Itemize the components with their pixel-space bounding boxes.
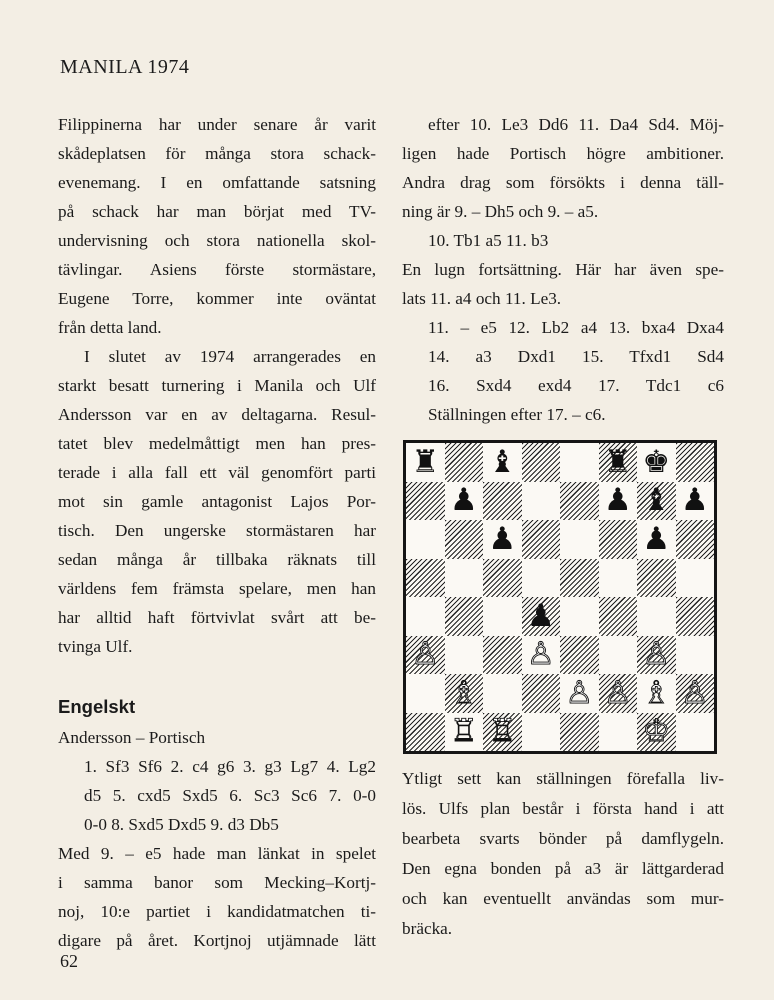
piece-glyph: ♟ xyxy=(603,482,632,519)
text-line: starkt besatt turnering i Manila och Ulf xyxy=(58,376,376,395)
piece-glyph: ♙ xyxy=(565,674,594,711)
white-pawn-icon xyxy=(637,636,676,675)
board-square-d6 xyxy=(522,520,561,559)
text-line: ligen hade Portisch högre ambitioner. xyxy=(402,144,724,163)
text-line: på schack har man börjat med TV- xyxy=(58,202,376,221)
board-square-d5 xyxy=(522,559,561,598)
text-line: I slutet av 1974 arrangerades en xyxy=(84,347,376,366)
left-column xyxy=(58,110,376,955)
piece-glyph: ♜ xyxy=(411,443,440,480)
board-square-h3 xyxy=(676,636,715,675)
text-line: sedan många år tillbaka räknats till xyxy=(58,550,376,569)
text-line: Filippinerna har under senare år varit xyxy=(58,115,376,134)
black-pawn-icon xyxy=(676,482,715,521)
board-square-h5 xyxy=(676,559,715,598)
board-square-c4 xyxy=(483,597,522,636)
text-line: tävlingar. Asiens förste stormästare, xyxy=(58,260,376,279)
move-line: d5 5. cxd5 Sxd5 6. Sc3 Sc6 7. 0-0 xyxy=(84,786,376,805)
board-square-h8 xyxy=(676,443,715,482)
board-square-d2 xyxy=(522,674,561,713)
board-square-f4 xyxy=(599,597,638,636)
move-line: 16. Sxd4 exd4 17. Tdc1 c6 xyxy=(428,376,724,395)
piece-glyph: ♚ xyxy=(642,443,671,480)
text-line: En lugn fortsättning. Här har även spe- xyxy=(402,260,724,279)
piece-glyph: ♙ xyxy=(680,674,709,711)
white-pawn-icon xyxy=(406,636,445,675)
text-line: mot sin gamle antagonist Lajos Por- xyxy=(58,492,376,511)
intro-paragraph xyxy=(58,110,376,342)
board-square-h4 xyxy=(676,597,715,636)
board-square-c2 xyxy=(483,674,522,713)
text-line: skådeplatsen för många stora schack- xyxy=(58,144,376,163)
board-square-h1 xyxy=(676,713,715,752)
text-line: efter 10. Le3 Dd6 11. Da4 Sd4. Möj- xyxy=(428,115,724,134)
board-square-a5 xyxy=(406,559,445,598)
white-pawn-icon xyxy=(522,636,561,675)
board-square-f5 xyxy=(599,559,638,598)
text-line: bräcka. xyxy=(402,919,453,938)
move-line: 14. a3 Dxd1 15. Tfxd1 Sd4 xyxy=(428,347,724,366)
board-square-h6 xyxy=(676,520,715,559)
text-line: tvinga Ulf. xyxy=(58,637,133,656)
page-header: MANILA 1974 xyxy=(60,56,190,78)
board-square-f1 xyxy=(599,713,638,752)
piece-glyph: ♙ xyxy=(603,674,632,711)
text-line: noj, 10:e partiet i kandidatmatchen ti- xyxy=(58,902,376,921)
text-line: Ytligt sett kan ställningen förefalla liv- xyxy=(402,769,724,788)
black-pawn-icon xyxy=(637,520,676,559)
right-column xyxy=(402,110,724,429)
piece-glyph: ♔ xyxy=(642,713,671,750)
board-square-c3 xyxy=(483,636,522,675)
text-line: digare på året. Kortjnoj utjämnade lätt xyxy=(58,931,376,950)
black-pawn-icon xyxy=(483,520,522,559)
board-square-b6 xyxy=(445,520,484,559)
text-line: tatet blev medelmåttigt men han pres- xyxy=(58,434,376,453)
black-king-icon xyxy=(637,443,676,482)
board-square-e3 xyxy=(560,636,599,675)
board-square-f6 xyxy=(599,520,638,559)
board-square-b4 xyxy=(445,597,484,636)
text-line: Andersson var en av deltagarna. Resul- xyxy=(58,405,376,424)
white-pawn-icon xyxy=(676,674,715,713)
white-bishop-icon xyxy=(637,674,676,713)
white-rook-icon xyxy=(445,713,484,752)
board-square-e5 xyxy=(560,559,599,598)
quiet-continuation-paragraph xyxy=(402,255,724,313)
move-line: 0-0 8. Sxd5 Dxd5 9. d3 Db5 xyxy=(84,815,279,834)
piece-glyph: ♟ xyxy=(526,597,555,634)
position-commentary xyxy=(402,764,724,944)
board-square-a2 xyxy=(406,674,445,713)
chess-board-diagram xyxy=(403,440,717,754)
board-square-d1 xyxy=(522,713,561,752)
text-line: evenemang. I en omfattande satsning xyxy=(58,173,376,192)
board-square-f3 xyxy=(599,636,638,675)
move-line: 11. – e5 12. Lb2 a4 13. bxa4 Dxa4 xyxy=(428,318,724,337)
board-square-d8 xyxy=(522,443,561,482)
text-line: i samma banor som Mecking–Kortj- xyxy=(58,873,376,892)
board-square-a4 xyxy=(406,597,445,636)
text-line: har alltid haft förtvivlat svårt att be- xyxy=(58,608,376,627)
board-square-e4 xyxy=(560,597,599,636)
piece-glyph: ♟ xyxy=(680,482,709,519)
board-square-a1 xyxy=(406,713,445,752)
board-square-e8 xyxy=(560,443,599,482)
piece-glyph: ♝ xyxy=(488,443,517,480)
white-bishop-icon xyxy=(445,674,484,713)
board-square-e6 xyxy=(560,520,599,559)
page-number: 62 xyxy=(60,951,78,971)
white-pawn-icon xyxy=(560,674,599,713)
board-square-e7 xyxy=(560,482,599,521)
opening-moves xyxy=(58,752,376,839)
continued-paragraph xyxy=(402,110,724,226)
move-line: 10. Tb1 a5 11. b3 xyxy=(428,231,549,250)
white-rook-icon xyxy=(483,713,522,752)
black-rook-icon xyxy=(406,443,445,482)
piece-glyph: ♙ xyxy=(526,636,555,673)
text-line: Den egna bonden på a3 är lättgarderad xyxy=(402,859,724,878)
board-square-b5 xyxy=(445,559,484,598)
players-line: Andersson – Portisch xyxy=(58,728,206,747)
middlegame-moves xyxy=(402,313,724,400)
piece-glyph: ♟ xyxy=(488,520,517,557)
black-rook-icon xyxy=(599,443,638,482)
piece-glyph: ♝ xyxy=(642,482,671,519)
text-line: ning är 9. – Dh5 och 9. – a5. xyxy=(402,202,599,221)
section-title: Engelskt xyxy=(58,696,136,717)
piece-glyph: ♙ xyxy=(642,636,671,673)
piece-glyph: ♟ xyxy=(642,520,671,557)
comment-paragraph xyxy=(58,839,376,955)
board-square-b3 xyxy=(445,636,484,675)
position-label: Ställningen efter 17. – c6. xyxy=(428,405,606,424)
board-square-c7 xyxy=(483,482,522,521)
tournament-paragraph xyxy=(58,342,376,661)
black-pawn-icon xyxy=(599,482,638,521)
white-king-icon xyxy=(637,713,676,752)
text-line: undervisning och stora nationella skol- xyxy=(58,231,376,250)
text-line: från detta land. xyxy=(58,318,162,337)
board-square-b8 xyxy=(445,443,484,482)
black-bishop-icon xyxy=(483,443,522,482)
black-pawn-icon xyxy=(522,597,561,636)
black-bishop-icon xyxy=(637,482,676,521)
board-square-g4 xyxy=(637,597,676,636)
board-square-g5 xyxy=(637,559,676,598)
piece-glyph: ♖ xyxy=(488,713,517,750)
board-square-e1 xyxy=(560,713,599,752)
text-line: tisch. Den ungerske stormästaren har xyxy=(58,521,376,540)
piece-glyph: ♖ xyxy=(449,713,478,750)
piece-glyph: ♟ xyxy=(449,482,478,519)
text-line: Med 9. – e5 hade man länkat in spelet xyxy=(58,844,376,863)
board-square-a7 xyxy=(406,482,445,521)
board-square-c5 xyxy=(483,559,522,598)
text-line: bearbeta svarts bönder på damflygeln. xyxy=(402,829,724,848)
piece-glyph: ♗ xyxy=(449,674,478,711)
text-line: världens fem främsta spelare, men han xyxy=(58,579,376,598)
text-line: Andra drag som försökts i denna täll- xyxy=(402,173,724,192)
piece-glyph: ♜ xyxy=(603,443,632,480)
text-line: och kan eventuellt användas som mur- xyxy=(402,889,724,908)
piece-glyph: ♗ xyxy=(642,674,671,711)
text-line: lats 11. a4 och 11. Le3. xyxy=(402,289,562,308)
board-square-d7 xyxy=(522,482,561,521)
white-pawn-icon xyxy=(599,674,638,713)
move-line: 1. Sf3 Sf6 2. c4 g6 3. g3 Lg7 4. Lg2 xyxy=(84,757,376,776)
text-line: Eugene Torre, kommer inte oväntat xyxy=(58,289,376,308)
piece-glyph: ♙ xyxy=(411,636,440,673)
board-square-a6 xyxy=(406,520,445,559)
black-pawn-icon xyxy=(445,482,484,521)
text-line: lös. Ulfs plan består i första hand i att xyxy=(402,799,724,818)
text-line: terade i alla fall ett väl genomfört parti xyxy=(58,463,376,482)
